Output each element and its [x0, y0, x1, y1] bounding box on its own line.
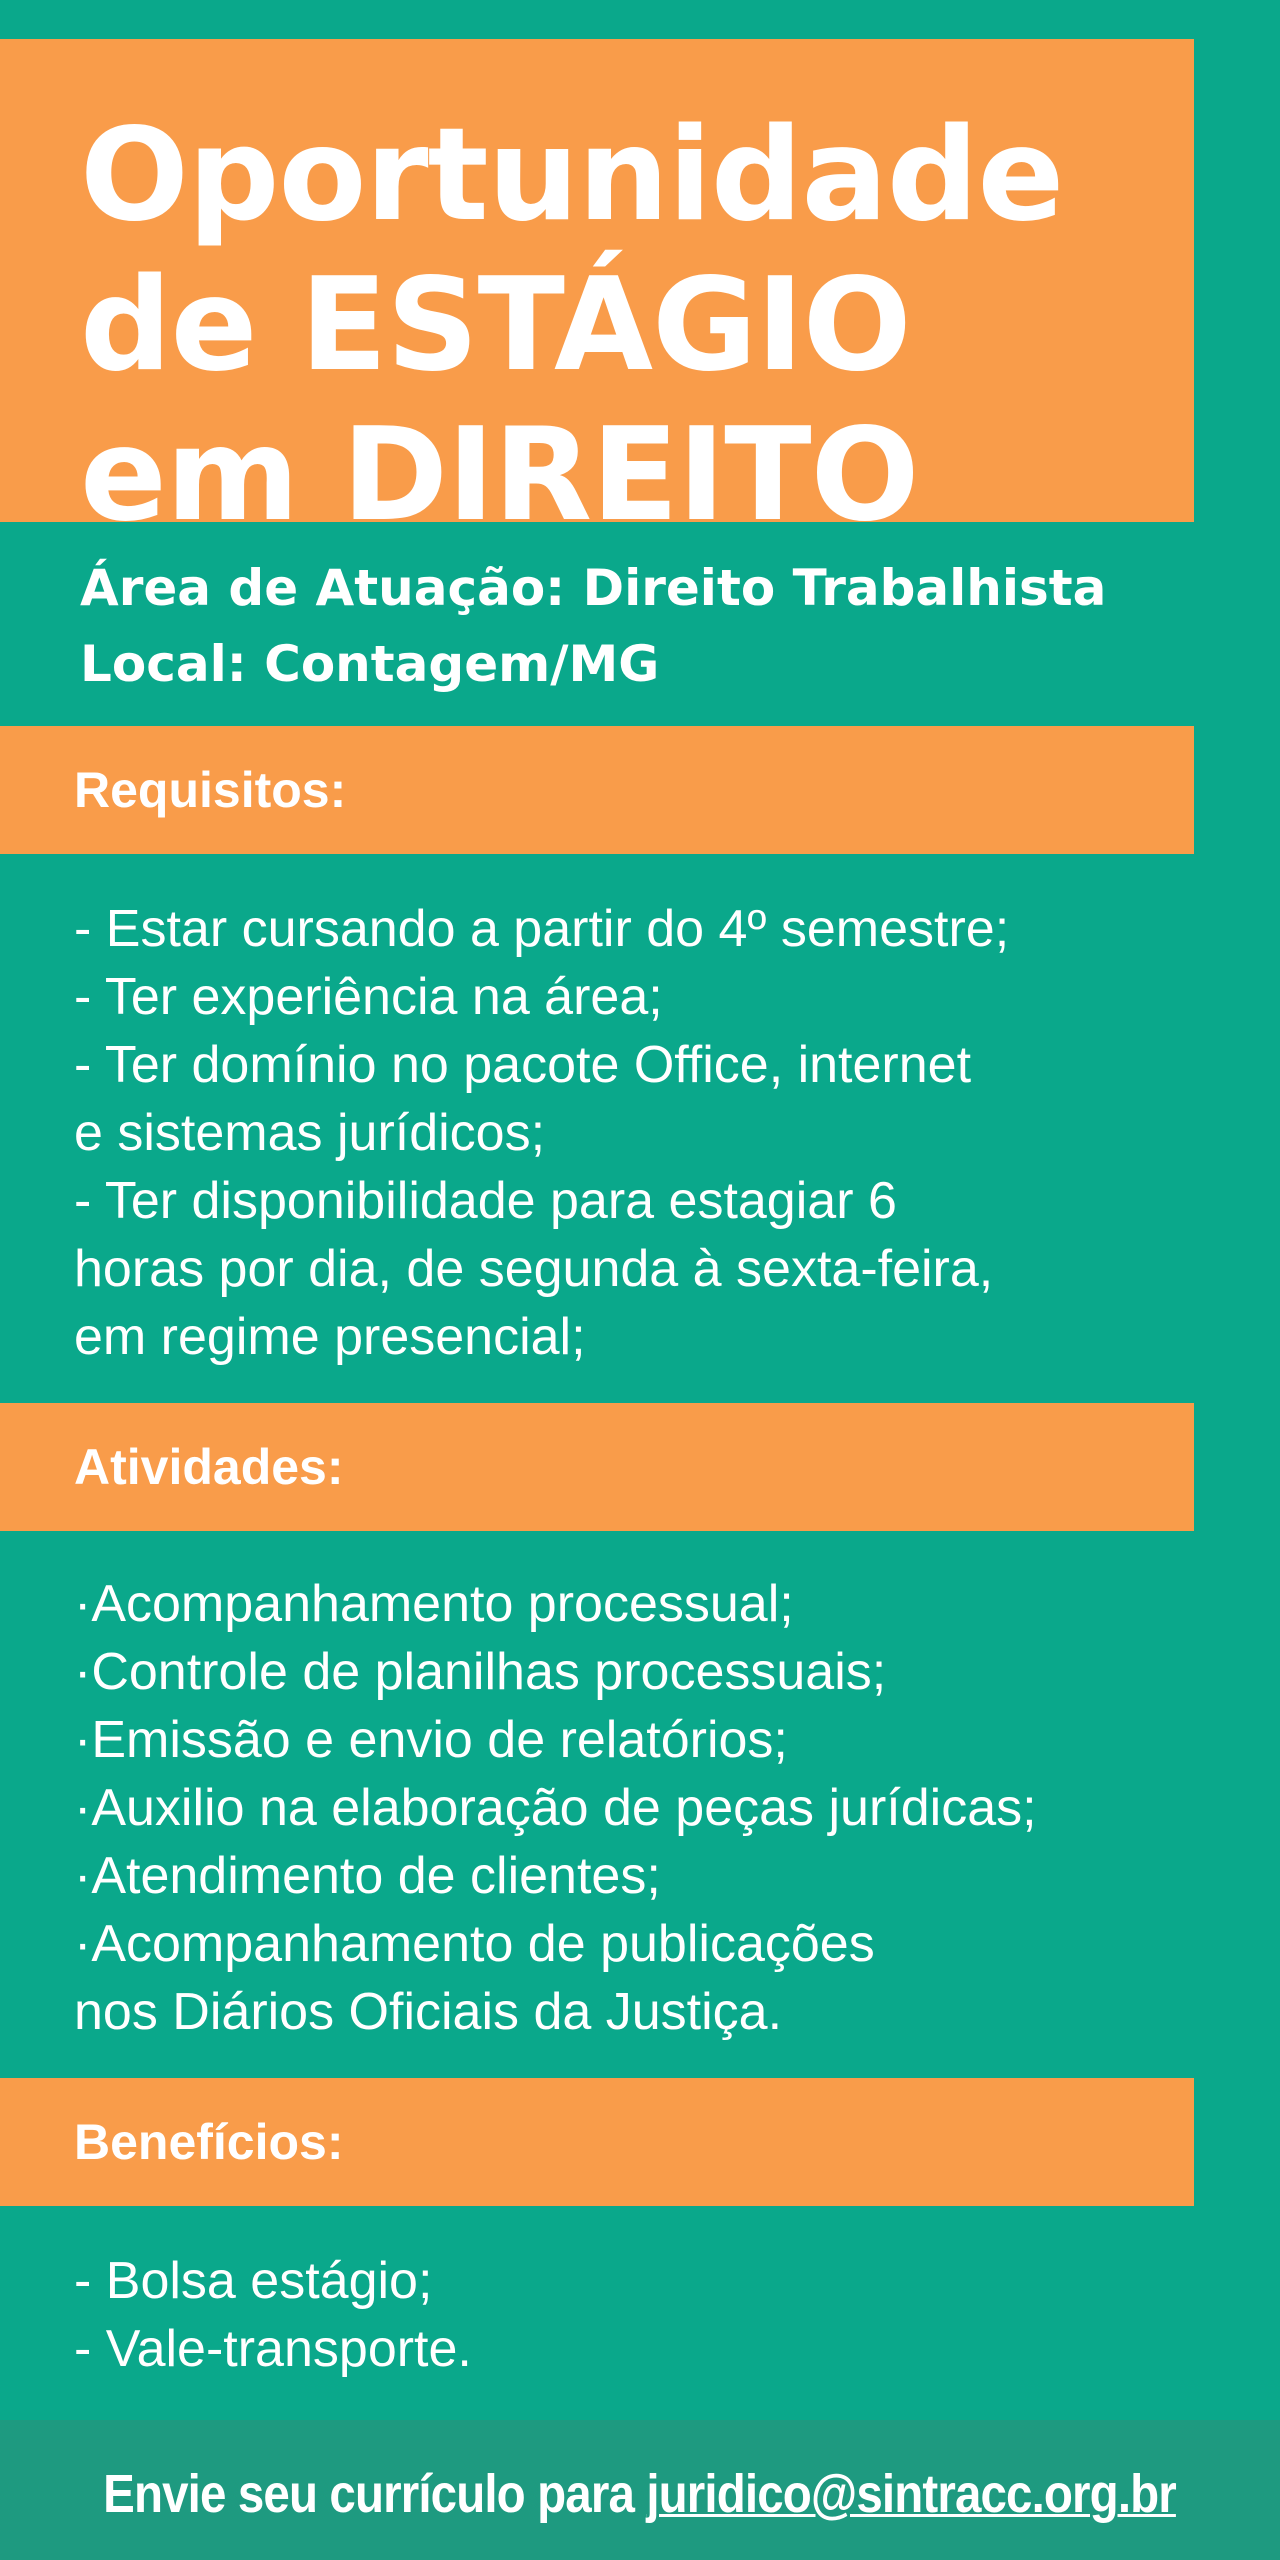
area-de-atuacao: Área de Atuação: Direito Trabalhista	[80, 559, 1107, 617]
local: Local: Contagem/MG	[80, 635, 660, 693]
list-item: - Ter domínio no pacote Office, internet	[74, 1036, 972, 1094]
list-item: ·Emissão e envio de relatórios;	[74, 1711, 788, 1769]
list-item: ·Acompanhamento de publicações	[74, 1915, 875, 1973]
requisitos-list	[74, 895, 1009, 1371]
hero-title-line: de ESTÁGIO	[80, 251, 911, 400]
list-item: - Ter disponibilidade para estagiar 6	[74, 1172, 897, 1230]
email-link[interactable]: juridico@sintracc.org.br	[646, 2464, 1177, 2524]
list-item: - Ter experiência na área;	[74, 968, 663, 1026]
beneficios-list	[74, 2247, 472, 2383]
atividades-list	[74, 1570, 1037, 2046]
list-item: ·Acompanhamento processual;	[74, 1575, 794, 1633]
list-item: e sistemas jurídicos;	[74, 1104, 546, 1162]
list-item: - Estar cursando a partir do 4º semestre;	[74, 900, 1010, 958]
footer-cta	[0, 2420, 1280, 2560]
list-item: horas por dia, de segunda à sexta-feira,	[74, 1240, 994, 1298]
list-item: - Bolsa estágio;	[74, 2252, 433, 2310]
footer-prefix: Envie seu currículo para	[103, 2464, 647, 2524]
list-item: ·Controle de planilhas processuais;	[74, 1643, 887, 1701]
section-label: Atividades:	[74, 1439, 344, 1495]
hero-banner	[0, 39, 1194, 550]
section-header-atividades	[0, 1403, 1194, 1531]
section-label: Benefícios:	[74, 2114, 344, 2170]
section-label: Requisitos:	[74, 762, 347, 818]
list-item: ·Auxilio na elaboração de peças jurídicas;	[74, 1779, 1037, 1837]
list-item: nos Diários Oficiais da Justiça.	[74, 1983, 783, 2041]
hero-title-line: em DIREITO	[80, 401, 919, 550]
section-header-beneficios	[0, 2078, 1194, 2206]
list-item: ·Atendimento de clientes;	[74, 1847, 661, 1905]
footer-text	[104, 2462, 1177, 2526]
section-header-requisitos	[0, 726, 1194, 854]
list-item: em regime presencial;	[74, 1308, 586, 1366]
hero-title	[80, 101, 1063, 551]
hero-title-line: Oportunidade	[80, 101, 1064, 250]
job-meta	[80, 550, 1106, 702]
list-item: - Vale-transporte.	[74, 2320, 472, 2378]
